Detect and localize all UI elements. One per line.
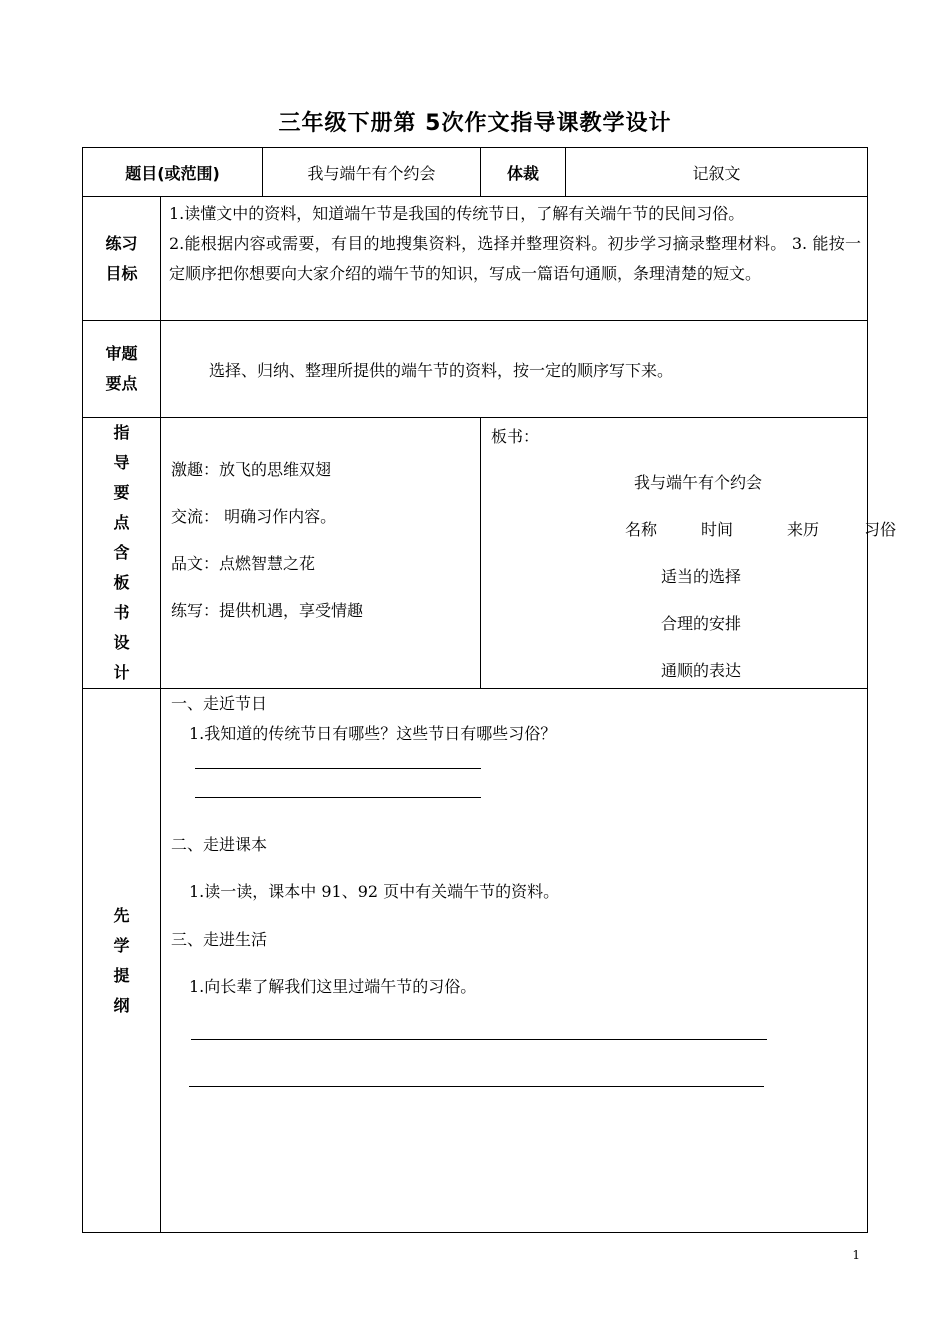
goals-label	[83, 197, 161, 321]
goal-line-2: 2.能根据内容或需要，有目的地搜集资料，选择并整理资料。初步学习摘录整理材料。 3. 能按一定顺序把你想要向大家介绍的端午节的知识，写成一篇语句通顺，条理清楚的短文。	[169, 234, 862, 283]
audit-label-line: 审题	[105, 344, 138, 363]
board-point: 适当的选择	[661, 567, 742, 586]
question-text: 1.向长辈了解我们这里过端午节的习俗。	[189, 977, 477, 996]
guide-label-char: 指	[113, 423, 130, 442]
guide-label	[83, 418, 161, 689]
board-column: 名称	[625, 520, 658, 539]
question-text: 1.我知道的传统节日有哪些？这些节日有哪些习俗？	[189, 724, 557, 743]
guide-label-char: 板	[113, 573, 130, 592]
step-item: 品文：点燃智慧之花	[171, 554, 316, 573]
goals-row	[83, 197, 868, 321]
goal-line-1: 1.读懂文中的资料，知道端午节是我国的传统节日，了解有关端午节的民间习俗。	[169, 204, 745, 223]
outline-content	[161, 689, 868, 1233]
step-item: 交流： 明确习作内容。	[171, 507, 337, 526]
board-heading: 板书：	[491, 427, 540, 446]
page-title: 三年级下册第 5次作文指导课教学设计	[278, 111, 672, 136]
lesson-plan-table	[82, 147, 897, 1233]
header-row	[83, 148, 868, 197]
guide-label-char: 要	[113, 483, 130, 502]
audit-label-line: 要点	[105, 374, 138, 393]
audit-text: 选择、归纳、整理所提供的端午节的资料，按一定的顺序写下来。	[161, 321, 868, 418]
guide-label-char: 导	[113, 453, 130, 472]
board-title: 我与端午有个约会	[634, 473, 763, 492]
guide-label-char: 设	[113, 633, 130, 652]
section-title: 二、走进课本	[171, 835, 268, 854]
genre-value: 记叙文	[566, 148, 868, 197]
page-number: 1	[852, 1248, 860, 1262]
guide-label-char: 点	[113, 513, 130, 532]
board-design	[481, 418, 897, 689]
guide-label-char: 含	[113, 543, 130, 562]
board-point: 通顺的表达	[661, 661, 742, 680]
goals-content	[161, 197, 868, 321]
outline-label-char: 提	[113, 965, 130, 985]
step-item: 激趣：放飞的思维双翅	[171, 460, 332, 479]
board-column: 习俗	[864, 520, 897, 539]
topic-label: 题目(或范围)	[83, 148, 263, 197]
section-title: 一、走近节日	[171, 694, 268, 713]
board-point: 合理的安排	[661, 614, 742, 633]
goals-label-line: 目标	[105, 263, 138, 283]
outline-label	[83, 689, 161, 1233]
board-column: 时间	[701, 520, 734, 539]
answer-blank[interactable]	[189, 1086, 764, 1087]
topic-value: 我与端午有个约会	[263, 148, 481, 197]
section-title: 三、走进生活	[171, 930, 268, 949]
guide-row	[83, 418, 868, 689]
board-column: 来历	[787, 520, 820, 539]
guide-label-char: 书	[113, 603, 130, 622]
genre-label: 体裁	[481, 148, 566, 197]
outline-label-char: 纲	[113, 995, 130, 1015]
outline-row	[83, 689, 868, 1233]
question-text: 1.读一读，课本中 91、92 页中有关端午节的资料。	[189, 882, 560, 901]
step-item: 练写：提供机遇，享受情趣	[171, 601, 364, 620]
outline-label-char: 学	[113, 935, 130, 955]
audit-row	[83, 321, 868, 418]
audit-label	[83, 321, 161, 418]
answer-blank[interactable]	[195, 797, 481, 798]
guide-label-char: 计	[113, 663, 130, 682]
guide-steps	[161, 418, 481, 689]
goals-label-line: 练习	[105, 233, 138, 253]
outline-label-char: 先	[113, 905, 130, 925]
answer-blank[interactable]	[195, 768, 481, 769]
answer-blank[interactable]	[191, 1039, 767, 1040]
